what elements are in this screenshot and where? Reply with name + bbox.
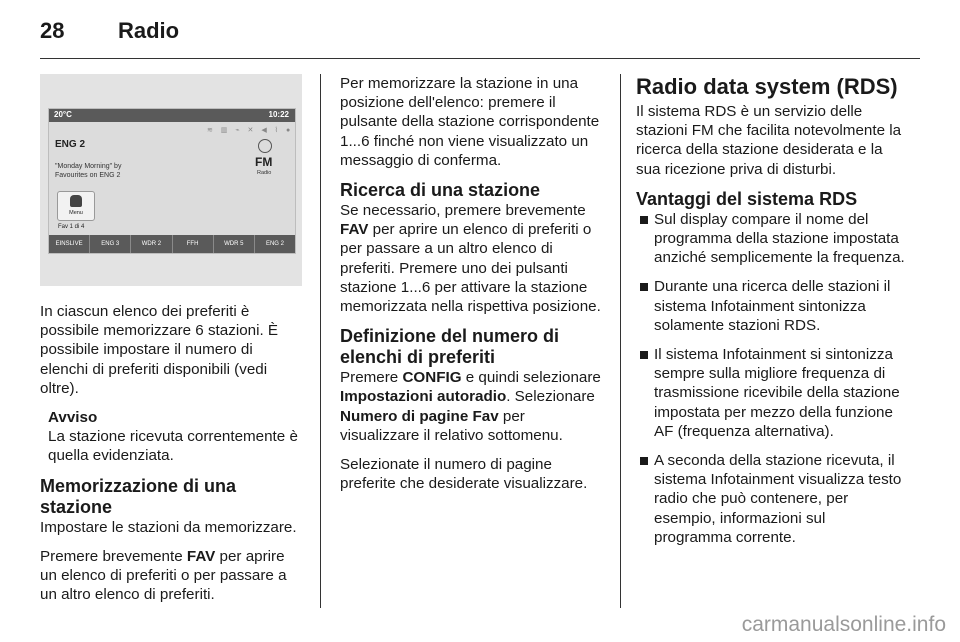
display-fav-page: Fav 1 di 4 xyxy=(58,224,85,230)
rds-intro-paragraph: Il sistema RDS è un servizio delle stazioni FM che facilita notevolmente la ricerca della stazione desiderata e la sua ricezione priva di disturbi. xyxy=(636,103,902,178)
column-divider-2 xyxy=(620,74,621,608)
heading-define-lists: Definizione del numero di elenchi di preferiti xyxy=(340,326,560,368)
text-run: per aprire un elenco di preferiti o per passare a un altro elenco di preferiti. xyxy=(40,547,287,604)
display-preset-1: EINSLIVE xyxy=(49,235,90,253)
display-preset-4: FFH xyxy=(173,235,214,253)
key-fav-pages: Numero di pagine Fav xyxy=(340,407,499,425)
radio-text-line-2: Favourites on ENG 2 xyxy=(55,172,121,179)
header-divider xyxy=(40,58,920,59)
heading-store-station: Memorizzazione di una stazione xyxy=(40,475,237,517)
key-radio-settings: Impostazioni autoradio xyxy=(340,388,507,406)
display-clock: 10:22 xyxy=(268,110,289,119)
display-status-bar xyxy=(49,109,295,122)
text-run: e quindi selezionare xyxy=(461,369,601,387)
heading-search-station: Ricerca di una stazione xyxy=(340,180,541,201)
list-item: A seconda della stazione ricevuta, il sistema Infotainment visualizza testo radio che può contenere, per esempio, informazioni sul programma corrente. xyxy=(636,451,906,547)
page-header xyxy=(40,16,920,52)
heading-rds: Radio data system (RDS) xyxy=(636,74,898,99)
column-divider-1 xyxy=(320,74,321,608)
notice-box xyxy=(40,408,302,466)
favourites-paragraph: In ciascun elenco dei preferiti è possibile memorizzare 6 stazioni. È possibile impostare il numero di elenchi di preferiti disponibili (vedi oltre). xyxy=(40,303,279,397)
column-3 xyxy=(636,74,906,557)
text-run: Premere xyxy=(340,369,403,387)
key-config: CONFIG xyxy=(402,369,462,387)
display-band: FM xyxy=(255,155,273,169)
rds-advantages-list xyxy=(636,210,906,547)
store-paragraph-1: Impostare le stazioni da memorizzare. xyxy=(40,518,297,536)
key-fav: FAV xyxy=(186,547,216,565)
infotainment-screenshot xyxy=(40,74,302,286)
display-station-name: ENG 2 xyxy=(55,139,86,150)
select-pages-paragraph: Selezionate il numero di pagine preferite che desiderate visualizzare. xyxy=(340,456,588,493)
display-screen xyxy=(48,108,296,254)
display-preset-2: ENG 3 xyxy=(90,235,131,253)
section-title: Radio xyxy=(118,18,180,43)
page-number: 28 xyxy=(40,18,65,43)
column-1 xyxy=(40,302,302,614)
search-paragraph xyxy=(340,201,602,316)
notice-title: Avviso xyxy=(48,409,98,427)
text-run: per aprire un elenco di preferiti o per passare a un altro elenco di preferiti. Premere uno dei pulsanti stazione 1...6 per attivare la stazione memorizzata nella rispettiva posizione. xyxy=(340,221,601,316)
display-menu-label: Menu xyxy=(69,210,83,216)
text-run: . Selezionare xyxy=(506,388,595,406)
text-run: Premere brevemente xyxy=(40,547,187,565)
list-item: Il sistema Infotainment si sintonizza sempre sulla migliore frequenza di trasmissione ricevibile della stazione impostata per mezzo della funzione AF (frequenza alternativa). xyxy=(636,345,906,441)
list-item: Durante una ricerca delle stazioni il sistema Infotainment sintonizza solamente stazioni RDS. xyxy=(636,277,906,335)
display-preset-5: WDR 5 xyxy=(214,235,255,253)
display-preset-6: ENG 2 xyxy=(265,241,284,247)
watermark-logo: carmanualsonline.info xyxy=(741,613,946,636)
text-run: Se necessario, premere brevemente xyxy=(340,202,586,220)
column-2 xyxy=(340,74,602,503)
define-paragraph xyxy=(340,368,602,445)
notice-text: La stazione ricevuta correntemente è quella evidenziata. xyxy=(48,428,298,465)
key-fav: FAV xyxy=(340,221,369,239)
display-band-sub: Radio xyxy=(257,170,272,176)
store-paragraph-2 xyxy=(40,547,302,605)
radio-text-line-1: "Monday Morning" by xyxy=(55,163,122,170)
heading-rds-advantages: Vantaggi del sistema RDS xyxy=(636,188,858,209)
antenna-icon xyxy=(258,139,272,153)
text-run: per visualizzare il relativo sottomenu. xyxy=(340,407,563,444)
display-preset-3: WDR 2 xyxy=(131,235,172,253)
display-status-icons: ≋ ▥ ⌁ ✕ ◀ ⌇ ● xyxy=(207,127,294,134)
home-icon xyxy=(70,195,82,207)
display-temperature: 20°C xyxy=(54,110,72,119)
display-preset-bar xyxy=(49,235,295,253)
list-item: Sul display compare il nome del programma della stazione impostata anziché semplicemente la frequenza. xyxy=(636,210,906,268)
display-radio-text xyxy=(55,162,121,180)
display-menu-button xyxy=(57,191,95,221)
store-position-paragraph: Per memorizzare la stazione in una posizione dell'elenco: premere il pulsante della stazione corrispondente 1...6 finché non viene visualizzato un messaggio di conferma. xyxy=(340,75,600,169)
